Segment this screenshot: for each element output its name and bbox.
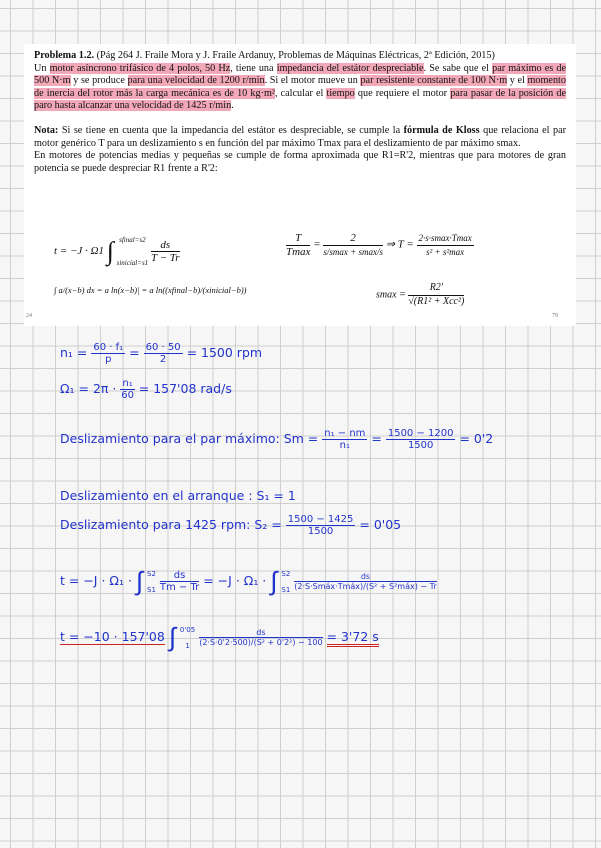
page-number-left: 24: [26, 313, 32, 319]
highlight-impedance: impedancia del estátor despreciable: [276, 62, 424, 74]
final-result: = 3'72 s: [327, 629, 379, 647]
highlight-max-torque: par máximo es de 500 N·m: [34, 62, 567, 87]
integral-sign-icon: ∫: [135, 567, 144, 597]
problem-statement: Problema 1.2. (Pág 264 J. Fraile Mora y J. Fraile Ardanuy, Problemas de Máquinas Eléctricas, 2ª Edición, 2015) Un motor asíncrono trifásico de 4 polos, 50 Hz, tiene una impedancia del estátor despreciable. Se sabe que el par máximo es de 500 N·m y se produce para una velocidad de 1200 r/min. Si el motor mueve un par resistente constante de 100 N·m y el momento de inercia del rotor más la carga mecánica es de 10 kg·m², calcular el tiempo que requiere el motor para pasar de la posición de paro hasta alcanzar una velocidad de 1425 r/min.: [34, 50, 567, 112]
note-label: Nota:: [34, 124, 59, 136]
highlight-final-speed: para pasar de la posición de paro hasta alcanzar una velocidad de 1425 r/min: [34, 87, 566, 112]
smax-formula: smax = $\frac{R2'}{\text{√(R1² + Xcc²)}}$: [376, 282, 465, 307]
time-integral-formula: t = −J · Ω1 ∫ sfinal=s2 sinicial=s1 $\frac{ds}{T - Tr}$: [54, 236, 180, 267]
highlight-inertia: momento de inercia del rotor más la carga mecánica es de 10 kg·m²: [34, 75, 566, 99]
printed-problem-panel: [24, 44, 576, 326]
integral-rule-formula: ∫ a/(x−b) dx = a ln(x−b)| = a ln((xfinal−b)/(xinicial−b)): [54, 285, 247, 295]
integral-sign-icon: ∫: [270, 567, 278, 597]
kloss-formula: $\frac{T}{Tmax}$ = $\frac{2}{s/smax + smax/s}$ ⇒ T = $\frac{2\cdot s\cdot smax\cdot Tmax}{\text{s² + s²max}}$: [286, 232, 472, 258]
highlight-time: tiempo: [326, 87, 355, 99]
problem-title: Problema 1.2.: [34, 50, 95, 61]
highlight-motor: motor asíncrono trifásico de 4 polos, 50 Hz: [49, 62, 231, 74]
note-paragraph: Nota: Si se tiene en cuenta que la impedancia del estátor es despreciable, se cumple la fórmula de Kloss que relaciona el par motor genérico T para un deslizamiento s en función del par máximo Tmax para el deslizamiento de par máximo smax. En motores de potencias medias y pequeñas se cumple de forma aproximada que R1=R'2, mientras que para motores de gran potencia se puede despreciar R1 frente a R'2:: [34, 124, 566, 174]
starting-slip-line: Deslizamiento en el arranque : S₁ = 1: [60, 488, 296, 503]
time-integral-numeric: t = −10 · 157'08 ∫ 0'05 1 $\frac{ds}{\text{(2·S·0'2·500)/(S² + 0'2²) − 100}}$ = 3'72 s: [60, 623, 379, 653]
integral-sign-icon: ∫: [106, 236, 114, 266]
time-integral-general: t = −J · Ω₁ · ∫ S2 S1 $\frac{ds}{Tm - Tr}$ = −J · Ω₁ · ∫ S2 S1 ds (2·S·Smáx·Tmáx)/(S² + S²máx) − Tr: [60, 567, 437, 597]
page-number-right: 79: [552, 313, 558, 319]
highlight-speed: para una velocidad de 1200 r/min: [127, 75, 265, 87]
highlight-resistant-torque: par resistente constante de 100 N·m: [360, 75, 508, 87]
final-slip-equation: Deslizamiento para 1425 rpm: S₂ = $\frac{1500 - 1425}{1500}$ = 0'05: [60, 514, 402, 537]
integral-sign-icon: ∫: [168, 623, 176, 653]
kloss-bold: fórmula de Kloss: [403, 124, 480, 136]
max-torque-slip-equation: Deslizamiento para el par máximo: Sm = $\frac{\text{n₁ − nm}}{\text{n₁}}$ = $\frac{1500 - 1200}{1500}$ = 0'2: [60, 428, 494, 451]
synchronous-speed-equation: n₁ = $\frac{\text{60 · f₁}}{p}$ = $\frac{60 \cdot 50}{2}$ = 1500 rpm: [60, 342, 263, 365]
angular-speed-equation: Ω₁ = 2π · $\frac{\text{n₁}}{60}$ = 157'08 rad/s: [60, 378, 232, 401]
